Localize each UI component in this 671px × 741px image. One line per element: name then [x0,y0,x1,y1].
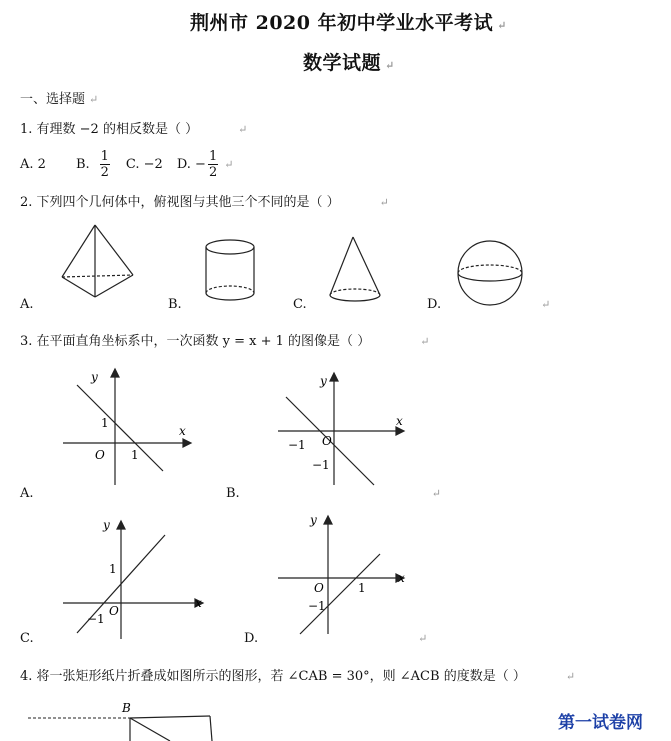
pyramid-figure [62,225,133,297]
q3-graph-c [55,515,215,640]
q3-graph-c-y-intercept: 1 [109,562,117,576]
q2-option-b: B. [168,297,182,312]
q3-option-a: A. [20,486,34,501]
q4-folded-paper-figure [20,698,230,741]
cylinder-figure [206,240,254,300]
q3-graph-b [270,365,420,490]
q3-graph-c-origin: O [109,604,119,618]
q1-option-b-fraction: $\frac{1}{2}$ [100,148,109,180]
q1-option-b-label: B. [75,156,90,172]
question-4-stem: 4. 将一张矩形纸片折叠成如图所示的图形，若 ∠CAB = 30°，则 ∠ACB 的度数是（ ） ↵ [20,669,576,684]
q3-graph-d-origin: O [314,581,324,595]
cone-figure [330,237,380,301]
q2-option-a: A. [20,297,34,312]
question-3-stem: 3. 在平面直角坐标系中，一次函数 y = x + 1 的图像是（ ） ↵ [20,334,430,349]
page-subtitle: 数学试题 ↵ [303,52,395,74]
q2-option-d: D. ↵ [427,297,551,312]
q3-graph-b-y-intercept: −1 [312,458,330,472]
q3-graph-a-origin: O [95,448,105,462]
question-2-stem: 2. 下列四个几何体中，俯视图与其他三个不同的是（ ） ↵ [20,195,389,210]
question-1-options: A. 2 B. $\frac{1}{2}$ C. −2 D. − $\frac{1}{2}$ ↵ [20,148,234,180]
q3-graph-a-x-intercept: 1 [131,448,139,462]
q3-graph-c-y-label: y [103,518,110,532]
q3-graph-a-y-intercept: 1 [101,416,109,430]
q1-option-d-label: D. − [176,156,206,172]
q3-graph-a [55,365,195,490]
q3-graph-a-x-label: x [179,424,186,438]
q3-graph-c-x-label: x [195,596,202,610]
q3-graph-d-x-intercept: 1 [358,581,366,595]
q1-option-c: C. −2 [125,156,163,172]
q3-graph-a-y-label: y [91,370,98,384]
q3-option-d: D. ↵ [244,631,428,646]
q4-point-b-label: B [122,701,131,715]
q3-graph-b-x-label: x [396,414,403,428]
question-2-figures [0,215,671,315]
q3-graph-d-y-label: y [310,513,317,527]
q3-option-c: C. [20,631,34,646]
q3-graph-d-y-intercept: −1 [308,599,326,613]
q3-graph-c-x-intercept: −1 [87,612,105,626]
watermark: 第一试卷网 [558,713,643,733]
sphere-figure [458,241,522,305]
question-1-stem: 1. 有理数 −2 的相反数是（ ） ↵ [20,122,248,137]
q3-graph-d [270,510,420,635]
q3-graph-b-origin: O [322,434,332,448]
page-title: 荆州市 2020 年初中学业水平考试 ↵ [190,12,507,34]
q2-option-c: C. [293,297,307,312]
q3-graph-b-y-label: y [320,374,327,388]
q3-option-b: B. ↵ [226,486,441,501]
section-heading: 一、选择题 ↵ [20,92,99,107]
q1-option-a: A. 2 [20,156,46,172]
q1-option-d-fraction: $\frac{1}{2}$ [208,148,218,180]
q3-graph-d-x-label: x [398,571,405,585]
q3-graph-b-x-intercept: −1 [288,438,306,452]
